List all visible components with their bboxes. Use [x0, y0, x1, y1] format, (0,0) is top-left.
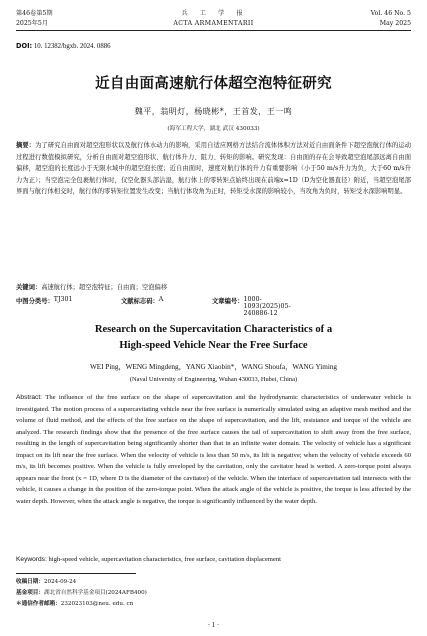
title-en-line2: High-speed Vehicle Near the Free Surface [119, 340, 308, 351]
journal-volume-cn: 第46卷第5期 [16, 10, 53, 17]
affiliation-en: (Naval University of Engineering, Wuhan 430033, Hubei, China) [129, 376, 298, 383]
doi-value[interactable]: 10. 12382/bgxb. 2024. 0886 [33, 43, 111, 50]
document-code-value: A [158, 296, 164, 303]
footnote-received [16, 578, 76, 586]
article-number-value: 1000-1093(2025)05-240886-12 [243, 296, 291, 317]
keywords-en-text: high-speed vehicle, supercavitation characteristics, free surface, cavitation displacement [48, 556, 281, 563]
journal-date-cn: 2025年5月 [16, 20, 49, 27]
journal-name-cn: 兵 工 学 报 [181, 10, 246, 17]
abstract-cn-text: 为了研究自由面对超空泡形状以及航行体水动力的影响，采用自适应网格方法结合流体体积方法对近自由面条件下超空泡航行体的运动过程进行数值模拟研究，分析自由面对超空泡形状、航行体升力、阻力、转矩的影响。研究发现：自由面的存在会导致超空泡尾部远离自由面偏移，超空泡的长度远小于无限水域中的超空泡长度；近自由面时，速度对航行体的升力有重要影响（小于50 m/s升力为负，大于60 m/s升力为正）；当空泡完全包裹航行体时，仅空化器头部沾湿，航行体上的零转矩点始终出现在前端x=1D（D为空化器直径）附近，当超空泡尾部界面与航行体相交时，航行体的零转矩位置发生改变；当航行体攻角为正时，转矩受水深的影响较小，当攻角为负时，转矩受水深影响明显。 [16, 142, 412, 196]
authors-en: WEI Ping，WENG Mingdeng，YANG Xiaobin*，WANG Shoufa，WANG Yiming [89, 363, 338, 371]
keywords-cn [16, 282, 411, 294]
footnote-corresponding [16, 600, 133, 608]
abstract-cn [16, 140, 411, 198]
article-number [212, 296, 291, 317]
keywords-cn-text: 高速航行体；超空泡特征；自由面；空泡偏移 [41, 284, 168, 291]
abstract-en [16, 392, 411, 507]
page-number: · 1 · [207, 622, 220, 629]
running-header-line2 [16, 20, 411, 28]
footnote-rule [16, 573, 136, 574]
footnote-fund [16, 589, 147, 597]
fund-text: 湖北省自然科学基金项目(2024AFB400) [43, 590, 147, 596]
title-cn: 近自由面高速航行体超空泡特征研究 [95, 75, 332, 92]
article-number-label: 文章编号： [212, 298, 244, 305]
keywords-cn-label: 关键词： [16, 284, 42, 291]
classification-line [16, 296, 411, 317]
keywords-en [16, 554, 411, 566]
document-code-label: 文献标志码： [121, 298, 159, 305]
affiliation-cn: (海军工程大学，湖北 武汉 430033) [167, 126, 260, 132]
abstract-en-text: The influence of the free surface on the shape of supercavitation and the hydrodynamic characteristics of underwater vehicle is investigated. The motion process of a supercavitating vehicle near the free surface is numerically simulated using an adaptive mesh method and the volume of fluid method, and the effects of the free surface on the shape of supercavitation, and the lift, resistance and torque of the vehicle are analyzed. The research findings show that the presence of the free surface causes the tail of supercavitation to shift away from the free surface, resulting in the length of supercavitation being significantly shorter than that in an infinite water domain. The velocity of vehicle has a significant impact on its lift near the free surface. When the velocity of vehicle is less than 50 m/s, its lift is negative; when the velocity of vehicle exceeds 60 m/s, its lift becomes positive. When the vehicle is fully enveloped by the cavitation, only the cavitator head is wetted. A zero-torque point always appears near the front (x = 1D, where D is the diameter of the cavitator) of the vehicle. When the interface of supercavitation tail intersects with the vehicle, it causes a change in the position of the zero-torque point. When the attack angle of the vehicle is positive, the torque is less affected by the water depth. However, when the attack angle is negative, the torque is significantly influenced by the water depth. [16, 394, 412, 505]
journal-volume-en: Vol. 46 No. 5 [370, 10, 411, 17]
corresponding-email[interactable]: 232023103@neu. edu. cn [60, 601, 134, 607]
clc-label: 中图分类号： [16, 298, 54, 305]
clc-value: TJ301 [53, 296, 73, 303]
header-rule [16, 30, 411, 31]
title-en-line1: Research on the Supercavitation Characteristics of a [94, 324, 333, 335]
abstract-en-label: Abstract: [16, 394, 43, 401]
clc-code [16, 296, 73, 305]
running-header-line1 [16, 10, 411, 18]
doi-label: DOI: [16, 42, 33, 50]
received-label: 收稿日期： [16, 579, 44, 585]
doi-line [16, 42, 111, 50]
document-code [121, 296, 164, 305]
fund-label: 基金项目： [16, 590, 44, 596]
keywords-en-label: Keywords: [16, 556, 47, 563]
received-date: 2024-09-24 [43, 579, 77, 585]
corresponding-label: ＊通信作者邮箱： [16, 601, 61, 607]
journal-name-en: ACTA ARMAMENTARII [173, 20, 254, 27]
title-en [0, 322, 427, 354]
journal-date-en: May 2025 [379, 20, 411, 27]
abstract-cn-label: 摘要： [16, 142, 36, 149]
authors-cn: 魏平，翁明灯，杨晓彬*，王首发，王一鸣 [134, 107, 293, 116]
